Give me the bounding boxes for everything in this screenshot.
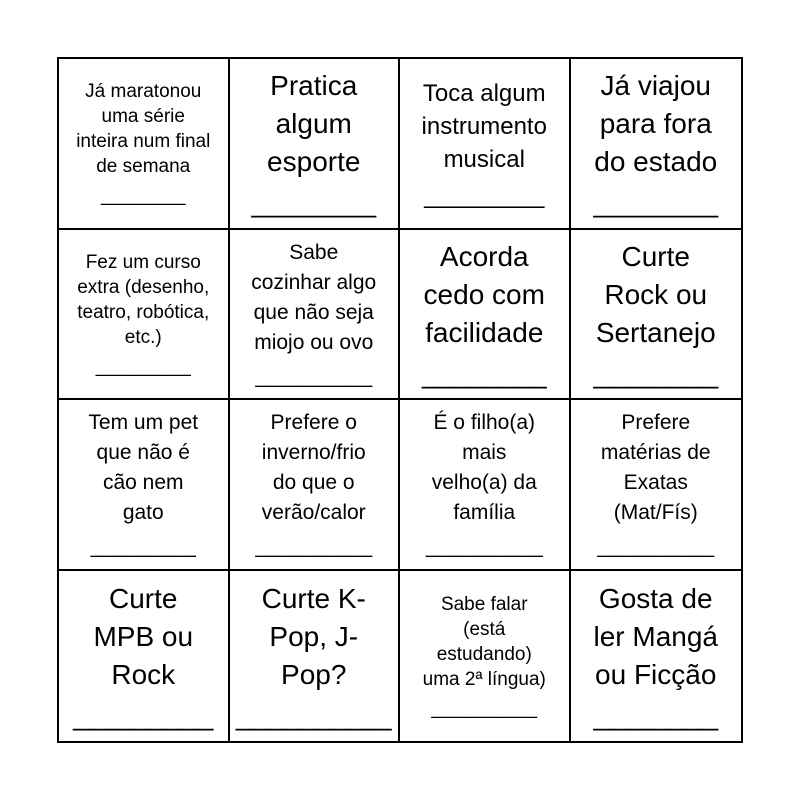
signature-line: ________ bbox=[593, 187, 719, 219]
signature-line: _________ bbox=[424, 181, 545, 209]
bingo-cell-manga-ficcao bbox=[571, 571, 742, 742]
cell-text: Prefere o inverno/frio do que o verão/calor bbox=[261, 411, 366, 525]
bingo-cell-pet bbox=[59, 400, 230, 571]
cell-text: Já maratonou uma série inteira num final de semana bbox=[76, 81, 211, 178]
signature-line: ________ bbox=[593, 357, 719, 389]
bingo-cell-exatas bbox=[571, 400, 742, 571]
cell-text: Sabe cozinhar algo que não seja miojo ou ovo bbox=[251, 240, 377, 354]
bingo-cell-kpop bbox=[230, 571, 401, 742]
cell-text: Curte Rock ou Sertanejo bbox=[595, 240, 716, 348]
signature-line: ________ bbox=[251, 187, 377, 219]
signature-line: _________ bbox=[90, 535, 196, 559]
signature-line: _________ bbox=[95, 355, 191, 377]
bingo-cell-mpb-rock bbox=[59, 571, 230, 742]
bingo-cell-pratica-esporte bbox=[230, 59, 401, 230]
bingo-grid bbox=[57, 57, 743, 743]
bingo-cell-curso-extra bbox=[59, 230, 230, 401]
cell-text: Já viajou para fora do estado bbox=[594, 70, 718, 178]
bingo-cell-acorda-cedo bbox=[400, 230, 571, 401]
bingo-cell-sabe-cozinhar bbox=[230, 230, 401, 401]
cell-text: Sabe falar (está estudando) uma 2ª língua) bbox=[422, 593, 546, 690]
cell-text: Tem um pet que não é cão nem gato bbox=[88, 411, 199, 525]
cell-text: Fez um curso extra (desenho, teatro, robótica, etc.) bbox=[77, 251, 210, 348]
bingo-cell-segunda-lingua bbox=[400, 571, 571, 742]
signature-line: __________ bbox=[431, 697, 538, 719]
signature-line: _________ bbox=[73, 699, 214, 731]
signature-line: __________ bbox=[255, 535, 373, 559]
cell-text: Curte MPB ou Rock bbox=[93, 582, 194, 690]
signature-line: ________ bbox=[593, 699, 719, 731]
signature-line: ________ bbox=[421, 357, 547, 389]
cell-text: Pratica algum esporte bbox=[267, 70, 361, 178]
cell-text: Toca algum instrumento musical bbox=[421, 79, 547, 173]
signature-line: __________ bbox=[255, 364, 373, 388]
bingo-cell-rock-sertanejo bbox=[571, 230, 742, 401]
bingo-cell-maratonou-serie bbox=[59, 59, 230, 230]
cell-text: Acorda cedo com facilidade bbox=[423, 240, 545, 348]
bingo-cell-toca-instrumento bbox=[400, 59, 571, 230]
bingo-cell-viajou-fora bbox=[571, 59, 742, 230]
signature-line: __________ bbox=[597, 535, 715, 559]
bingo-cell-filho-velho bbox=[400, 400, 571, 571]
signature-line: ________ bbox=[100, 185, 186, 207]
signature-line: __________ bbox=[425, 535, 543, 559]
cell-text: Gosta de ler Mangá ou Ficção bbox=[593, 582, 718, 690]
cell-text: Prefere matérias de Exatas (Mat/Fís) bbox=[600, 411, 711, 525]
signature-line: __________ bbox=[235, 699, 392, 731]
bingo-cell-inverno bbox=[230, 400, 401, 571]
cell-text: Curte K- Pop, J- Pop? bbox=[261, 582, 366, 690]
cell-text: É o filho(a) mais velho(a) da família bbox=[431, 411, 537, 525]
